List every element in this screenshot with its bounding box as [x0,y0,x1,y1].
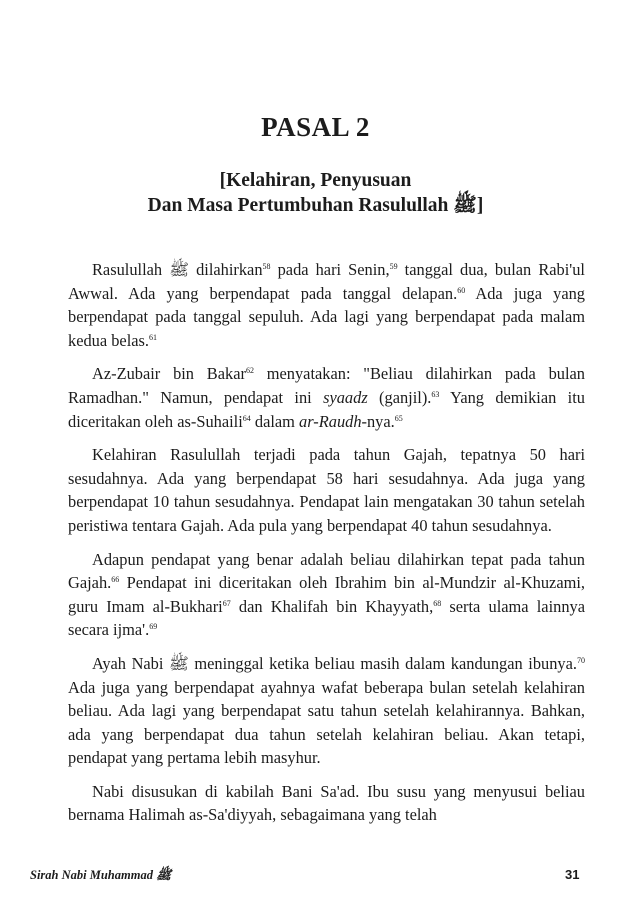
text-run: Ada juga yang berpendapat pada tanggal sepuluh. Ada lagi yang berpendapat pada malam kedua belas. [68,283,585,350]
footnote-ref[interactable]: 66 [111,575,120,585]
text-run: serta ulama lainnya secara ijma'. [68,596,585,640]
footnote-ref[interactable]: 58 [262,262,271,271]
text-run: Adapun pendapat yang benar adalah beliau dilahirkan tepat pada tahun Gajah. [68,549,585,593]
text-run: Az-Zubair bin Bakar [92,364,246,384]
text-run: Rasulullah ﷺ dilahirkan [92,260,263,279]
footnote-ref[interactable]: 64 [242,413,251,423]
text-run: Pendapat ini diceritakan oleh Ibrahim bin al-Mundzir al-Khuzami, guru Imam al-Bukhari [68,573,585,616]
text-run: Yang demikian itu diceritakan oleh as-Suhaili [68,387,585,431]
footnote-ref[interactable]: 59 [389,262,398,271]
footnote-ref[interactable]: 63 [431,389,440,399]
text-run: pada hari Senin, [270,260,390,279]
text-run: Ada juga yang berpendapat ayahnya wafat beberapa bulan setelah kelahiran beliau. Ada lagi yang berpendapat satu tahun setelah kelahirannya. Bahkan, ada yang berpendapat dua tahun setelah kelahiran beliau. Akan tetapi, pendapat yang pertama lebih masyhur. [68,677,585,768]
paragraph [68,652,585,770]
italic-term: syaadz [323,387,368,407]
footnote-ref[interactable]: 67 [222,598,231,608]
text-run: (ganjil). [367,387,432,407]
text-run: Ayah Nabi ﷺ meninggal ketika beliau masih dalam kandungan ibunya. [92,653,577,673]
paragraph [68,443,585,537]
text-run: dalam [250,411,300,431]
text-run: -nya. [361,411,395,431]
footnote-ref[interactable]: 65 [394,413,403,423]
footnote-ref[interactable]: 69 [149,622,158,632]
footnote-ref[interactable]: 70 [577,655,585,665]
subtitle-line: Dan Masa Pertumbuhan Rasulullah ﷺ] [147,195,484,216]
italic-term: ar-Raudh [299,411,362,431]
text-run: menyatakan: "Beliau dilahirkan pada bulan Ramadhan." Namun, pendapat ini [68,364,585,407]
page-number: 31 [565,867,580,882]
footnote-ref[interactable]: 61 [149,332,158,342]
subtitle-line: [Kelahiran, Penyusuan [219,170,412,191]
body-text [68,258,585,837]
paragraph [68,362,585,433]
chapter-subtitle [0,168,631,218]
running-footer-title: Sirah Nabi Muhammad ﷺ [30,868,172,882]
paragraph [68,780,585,827]
footnote-ref[interactable]: 68 [433,598,442,608]
text-run: tanggal dua, bulan Rabi'ul Awwal. Ada yang berpendapat pada tanggal delapan. [68,260,585,303]
text-run: Kelahiran Rasulullah terjadi pada tahun Gajah, tepatnya 50 hari sesudahnya. Ada yang berpendapat 58 hari sesudahnya. Ada juga yang berpendapat 10 tahun sesudahnya. Pendapat lain mengatakan 30 tahun setelah peristiwa tentara Gajah. Ada pula yang berpendapat 40 tahun sesudahnya. [68,445,585,535]
paragraph [68,258,585,352]
footnote-ref[interactable]: 62 [245,366,254,376]
text-run: dan Khalifah bin Khayyath, [230,596,434,616]
chapter-title: PASAL 2 [261,112,370,142]
paragraph [68,548,585,642]
text-run: Nabi disusukan di kabilah Bani Sa'ad. Ibu susu yang menyusui beliau bernama Halimah as-Sa'diyyah, sebagaimana yang telah [68,781,585,825]
footnote-ref[interactable]: 60 [457,285,466,295]
